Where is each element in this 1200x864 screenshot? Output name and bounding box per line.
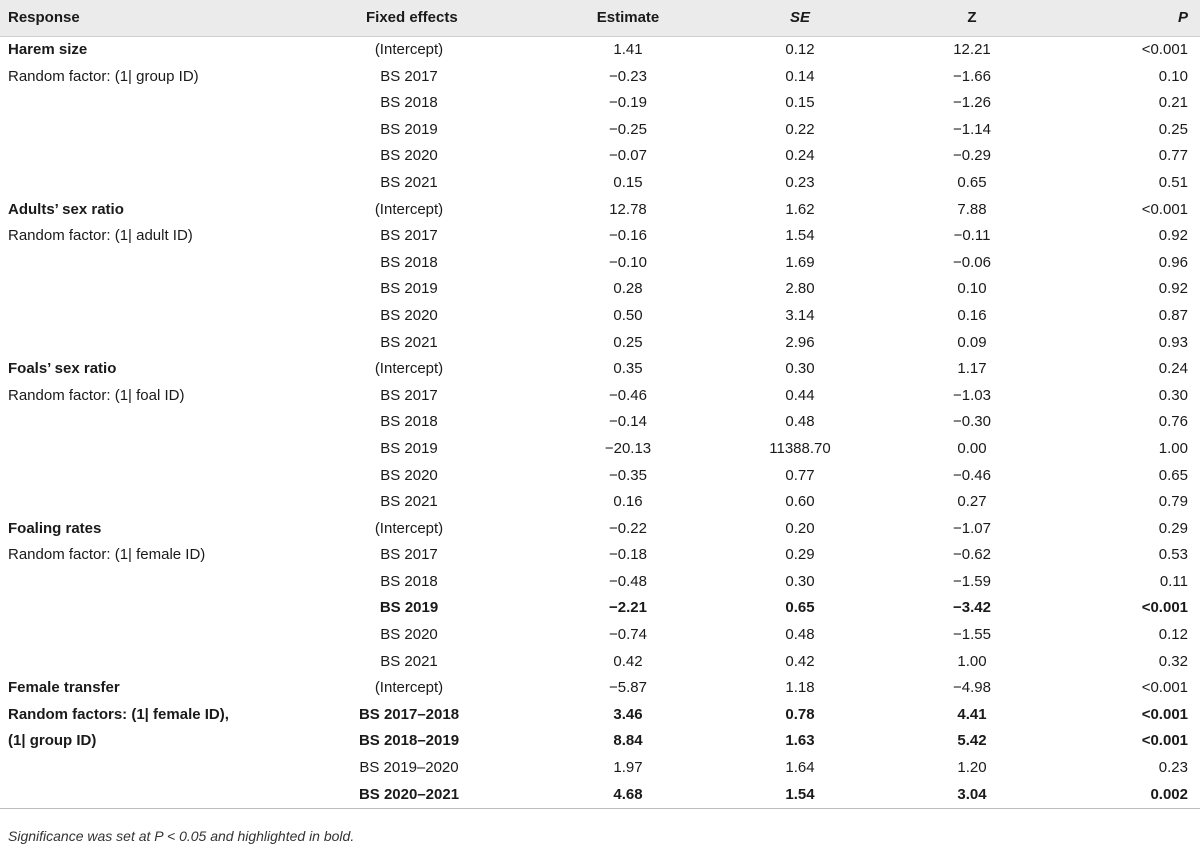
estimate-cell: −0.18 bbox=[609, 546, 647, 564]
se-cell: 0.48 bbox=[785, 626, 815, 644]
table-row bbox=[0, 782, 1200, 809]
response-cell bbox=[0, 782, 352, 809]
fixed-effect-cell: (Intercept) bbox=[374, 519, 444, 537]
table-row bbox=[0, 702, 1200, 729]
table-header-row bbox=[0, 0, 1200, 37]
fixed-effect-cell: BS 2021 bbox=[380, 333, 438, 351]
p-cell: 0.96 bbox=[1158, 253, 1188, 271]
estimate-cell: −2.21 bbox=[609, 599, 647, 617]
table-row bbox=[0, 409, 1200, 436]
se-cell: 1.64 bbox=[785, 759, 815, 777]
fixed-effect-cell: (Intercept) bbox=[374, 41, 444, 58]
header-se: SE bbox=[714, 0, 886, 37]
estimate-cell: 0.15 bbox=[613, 173, 643, 191]
z-cell: 1.17 bbox=[957, 360, 987, 378]
se-cell: 1.18 bbox=[785, 679, 815, 697]
z-cell: 0.09 bbox=[957, 333, 987, 351]
estimate-cell: −0.74 bbox=[609, 626, 647, 644]
header-z: Z bbox=[886, 0, 1058, 37]
estimate-cell: 3.46 bbox=[613, 705, 643, 723]
z-cell: −1.66 bbox=[953, 67, 991, 85]
response-cell: Adults’ sex ratio bbox=[8, 200, 124, 218]
z-cell: 4.41 bbox=[957, 705, 987, 723]
fixed-effect-cell: BS 2017 bbox=[380, 67, 438, 85]
se-cell: 0.42 bbox=[785, 652, 815, 670]
p-cell: 0.29 bbox=[1158, 519, 1188, 537]
table-row bbox=[0, 595, 1200, 622]
fixed-effect-cell: BS 2017 bbox=[380, 386, 438, 404]
response-cell: Random factors: (1| female ID), bbox=[8, 705, 229, 723]
response-cell bbox=[0, 250, 352, 277]
p-cell: 0.87 bbox=[1158, 306, 1188, 324]
se-cell: 2.80 bbox=[785, 280, 815, 298]
header-fixed-effects: Fixed effects bbox=[352, 0, 542, 37]
fixed-effect-cell: BS 2020 bbox=[380, 147, 438, 165]
z-cell: 5.42 bbox=[957, 732, 987, 750]
table-row bbox=[0, 250, 1200, 277]
se-cell: 0.48 bbox=[785, 413, 815, 431]
header-response: Response bbox=[0, 0, 352, 37]
z-cell: 0.10 bbox=[957, 280, 987, 298]
estimate-cell: −0.25 bbox=[609, 120, 647, 138]
fixed-effect-cell: BS 2019–2020 bbox=[359, 759, 459, 777]
z-cell: −0.11 bbox=[953, 227, 991, 245]
se-cell: 0.24 bbox=[785, 147, 815, 165]
p-cell: <0.001 bbox=[1141, 41, 1188, 58]
fixed-effect-cell: BS 2017–2018 bbox=[358, 705, 460, 723]
table-row bbox=[0, 170, 1200, 197]
estimate-cell: −0.35 bbox=[609, 466, 647, 484]
fixed-effect-cell: BS 2020 bbox=[380, 626, 438, 644]
table-row bbox=[0, 516, 1200, 543]
z-cell: 0.16 bbox=[957, 306, 987, 324]
fixed-effect-cell: BS 2021 bbox=[380, 173, 438, 191]
fixed-effect-cell: (Intercept) bbox=[374, 679, 444, 697]
table-row bbox=[0, 143, 1200, 170]
response-cell: (1| group ID) bbox=[8, 732, 97, 750]
p-cell: <0.001 bbox=[1141, 705, 1188, 723]
estimate-cell: 0.25 bbox=[613, 333, 643, 351]
estimate-cell: 0.35 bbox=[613, 360, 643, 378]
response-cell bbox=[0, 330, 352, 357]
estimate-cell: −0.46 bbox=[609, 386, 647, 404]
estimate-cell: −0.48 bbox=[609, 572, 647, 590]
estimate-cell: 4.68 bbox=[613, 785, 643, 803]
se-cell: 2.96 bbox=[785, 333, 815, 351]
header-estimate: Estimate bbox=[542, 0, 714, 37]
p-cell: 0.79 bbox=[1158, 493, 1188, 511]
z-cell: −1.59 bbox=[953, 572, 991, 590]
p-cell: 0.12 bbox=[1158, 626, 1188, 644]
p-cell: <0.001 bbox=[1141, 200, 1188, 218]
table-row bbox=[0, 675, 1200, 702]
z-cell: 3.04 bbox=[957, 785, 987, 803]
estimate-cell: −0.07 bbox=[609, 147, 647, 165]
fixed-effect-cell: BS 2020–2021 bbox=[358, 785, 460, 803]
response-cell bbox=[0, 90, 352, 117]
p-cell: 0.65 bbox=[1158, 466, 1188, 484]
estimate-cell: 0.16 bbox=[613, 493, 643, 511]
table-row bbox=[0, 117, 1200, 144]
se-cell: 0.22 bbox=[785, 120, 815, 138]
se-cell: 11388.70 bbox=[769, 439, 831, 457]
se-cell: 0.30 bbox=[785, 572, 815, 590]
p-cell: <0.001 bbox=[1141, 679, 1188, 697]
se-cell: 1.54 bbox=[785, 227, 815, 245]
p-cell: 0.93 bbox=[1158, 333, 1188, 351]
fixed-effect-cell: BS 2017 bbox=[380, 546, 438, 564]
p-cell: 0.002 bbox=[1150, 785, 1188, 803]
z-cell: −0.29 bbox=[953, 147, 991, 165]
response-cell: Random factor: (1| group ID) bbox=[8, 67, 199, 85]
se-cell: 0.29 bbox=[785, 546, 815, 564]
table-row bbox=[0, 223, 1200, 250]
estimate-cell: −0.10 bbox=[609, 253, 647, 271]
table-footnote: Significance was set at P < 0.05 and highlighted in bold. bbox=[8, 828, 355, 844]
z-cell: −0.30 bbox=[953, 413, 991, 431]
response-cell bbox=[0, 436, 352, 463]
se-cell: 1.63 bbox=[785, 732, 815, 750]
table-row bbox=[0, 755, 1200, 782]
fixed-effect-cell: BS 2020 bbox=[380, 306, 438, 324]
table-row bbox=[0, 542, 1200, 569]
response-cell bbox=[0, 622, 352, 649]
response-cell bbox=[0, 569, 352, 596]
z-cell: −1.26 bbox=[953, 94, 991, 112]
table-row bbox=[0, 37, 1200, 64]
fixed-effect-cell: (Intercept) bbox=[374, 200, 444, 218]
fixed-effect-cell: BS 2018 bbox=[380, 94, 438, 112]
response-cell bbox=[0, 409, 352, 436]
table-row bbox=[0, 622, 1200, 649]
z-cell: 0.27 bbox=[957, 493, 987, 511]
z-cell: −1.55 bbox=[953, 626, 991, 644]
se-cell: 0.14 bbox=[785, 67, 815, 85]
estimate-cell: −5.87 bbox=[609, 679, 647, 697]
se-cell: 0.60 bbox=[785, 493, 815, 511]
estimate-cell: 0.42 bbox=[613, 652, 643, 670]
response-cell: Random factor: (1| female ID) bbox=[8, 546, 206, 564]
se-cell: 0.44 bbox=[785, 386, 815, 404]
response-cell bbox=[0, 143, 352, 170]
z-cell: −3.42 bbox=[953, 599, 991, 617]
se-cell: 1.62 bbox=[785, 200, 815, 218]
p-cell: 0.76 bbox=[1158, 413, 1188, 431]
se-cell: 0.23 bbox=[785, 173, 815, 191]
estimate-cell: 12.78 bbox=[609, 200, 647, 218]
fixed-effect-cell: BS 2019 bbox=[380, 280, 438, 298]
z-cell: 7.88 bbox=[957, 200, 987, 218]
fixed-effect-cell: BS 2018 bbox=[380, 253, 438, 271]
z-cell: 1.00 bbox=[957, 652, 987, 670]
fixed-effect-cell: BS 2021 bbox=[380, 493, 438, 511]
z-cell: −1.07 bbox=[953, 519, 991, 537]
estimate-cell: 0.28 bbox=[613, 280, 643, 298]
p-cell: 0.11 bbox=[1159, 572, 1188, 590]
estimate-cell: −0.19 bbox=[609, 94, 647, 112]
table-row bbox=[0, 436, 1200, 463]
response-cell: Random factor: (1| adult ID) bbox=[8, 227, 193, 245]
table-row bbox=[0, 330, 1200, 357]
table-row bbox=[0, 649, 1200, 676]
fixed-effect-cell: BS 2019 bbox=[379, 599, 439, 617]
se-cell: 0.20 bbox=[785, 519, 815, 537]
table-row bbox=[0, 276, 1200, 303]
response-cell: Foals’ sex ratio bbox=[8, 360, 117, 378]
z-cell: −0.06 bbox=[953, 253, 991, 271]
table-row bbox=[0, 383, 1200, 410]
p-cell: 0.25 bbox=[1158, 120, 1188, 138]
z-cell: −0.62 bbox=[953, 546, 991, 564]
p-cell: 0.51 bbox=[1158, 173, 1188, 191]
p-cell: 0.92 bbox=[1158, 280, 1188, 298]
header-p: P bbox=[1058, 0, 1200, 37]
estimate-cell: 1.97 bbox=[613, 759, 643, 777]
se-cell: 3.14 bbox=[785, 306, 815, 324]
response-cell bbox=[0, 595, 352, 622]
table-row bbox=[0, 356, 1200, 383]
fixed-effect-cell: BS 2018 bbox=[380, 572, 438, 590]
response-cell: Harem size bbox=[8, 41, 88, 58]
se-cell: 0.78 bbox=[785, 705, 815, 723]
se-cell: 0.77 bbox=[785, 466, 815, 484]
response-cell bbox=[0, 303, 352, 330]
se-cell: 0.30 bbox=[785, 360, 815, 378]
se-cell: 0.15 bbox=[785, 94, 815, 112]
p-cell: 0.10 bbox=[1158, 67, 1188, 85]
p-cell: <0.001 bbox=[1141, 732, 1188, 750]
p-cell: 0.92 bbox=[1158, 227, 1188, 245]
table-row bbox=[0, 489, 1200, 516]
fixed-effect-cell: BS 2017 bbox=[380, 227, 438, 245]
estimate-cell: −0.22 bbox=[609, 519, 647, 537]
z-cell: 12.21 bbox=[953, 41, 991, 58]
se-cell: 1.69 bbox=[785, 253, 815, 271]
p-cell: 0.53 bbox=[1158, 546, 1188, 564]
response-cell: Foaling rates bbox=[8, 519, 102, 537]
fixed-effect-cell: BS 2019 bbox=[380, 120, 438, 138]
table-row bbox=[0, 463, 1200, 490]
p-cell: 0.77 bbox=[1158, 147, 1188, 165]
z-cell: −0.46 bbox=[953, 466, 991, 484]
estimate-cell: −0.16 bbox=[609, 227, 647, 245]
estimate-cell: 0.50 bbox=[613, 306, 643, 324]
response-cell bbox=[0, 649, 352, 676]
table-row bbox=[0, 569, 1200, 596]
p-cell: <0.001 bbox=[1141, 599, 1188, 617]
estimate-cell: −20.13 bbox=[604, 439, 652, 457]
response-cell bbox=[0, 276, 352, 303]
table-row bbox=[0, 64, 1200, 91]
se-cell: 0.12 bbox=[785, 41, 815, 58]
fixed-effect-cell: BS 2021 bbox=[380, 652, 438, 670]
z-cell: 1.20 bbox=[957, 759, 987, 777]
z-cell: −1.03 bbox=[953, 386, 991, 404]
table-row bbox=[0, 303, 1200, 330]
p-cell: 0.32 bbox=[1158, 652, 1188, 670]
table-row bbox=[0, 197, 1200, 224]
response-cell bbox=[0, 463, 352, 490]
table-row bbox=[0, 728, 1200, 755]
fixed-effect-cell: BS 2020 bbox=[380, 466, 438, 484]
response-cell bbox=[0, 489, 352, 516]
se-cell: 1.54 bbox=[785, 785, 815, 803]
estimate-cell: 8.84 bbox=[613, 732, 643, 750]
fixed-effect-cell: BS 2019 bbox=[380, 439, 438, 457]
z-cell: 0.65 bbox=[957, 173, 987, 191]
response-cell bbox=[0, 117, 352, 144]
response-cell bbox=[0, 755, 352, 782]
response-cell: Random factor: (1| foal ID) bbox=[8, 386, 185, 404]
p-cell: 0.21 bbox=[1158, 94, 1188, 112]
p-cell: 0.24 bbox=[1158, 360, 1188, 378]
estimate-cell: −0.23 bbox=[609, 67, 647, 85]
p-cell: 0.30 bbox=[1158, 386, 1188, 404]
z-cell: −1.14 bbox=[953, 120, 991, 138]
fixed-effect-cell: (Intercept) bbox=[374, 360, 444, 378]
p-cell: 1.00 bbox=[1158, 439, 1188, 457]
p-cell: 0.23 bbox=[1158, 759, 1188, 777]
fixed-effect-cell: BS 2018 bbox=[380, 413, 438, 431]
z-cell: 0.00 bbox=[957, 439, 987, 457]
estimate-cell: −0.14 bbox=[609, 413, 647, 431]
response-cell bbox=[0, 170, 352, 197]
response-cell: Female transfer bbox=[8, 679, 120, 697]
z-cell: −4.98 bbox=[953, 679, 991, 697]
estimate-cell: 1.41 bbox=[613, 41, 643, 58]
table-row bbox=[0, 90, 1200, 117]
fixed-effect-cell: BS 2018–2019 bbox=[358, 732, 460, 750]
se-cell: 0.65 bbox=[785, 599, 815, 617]
